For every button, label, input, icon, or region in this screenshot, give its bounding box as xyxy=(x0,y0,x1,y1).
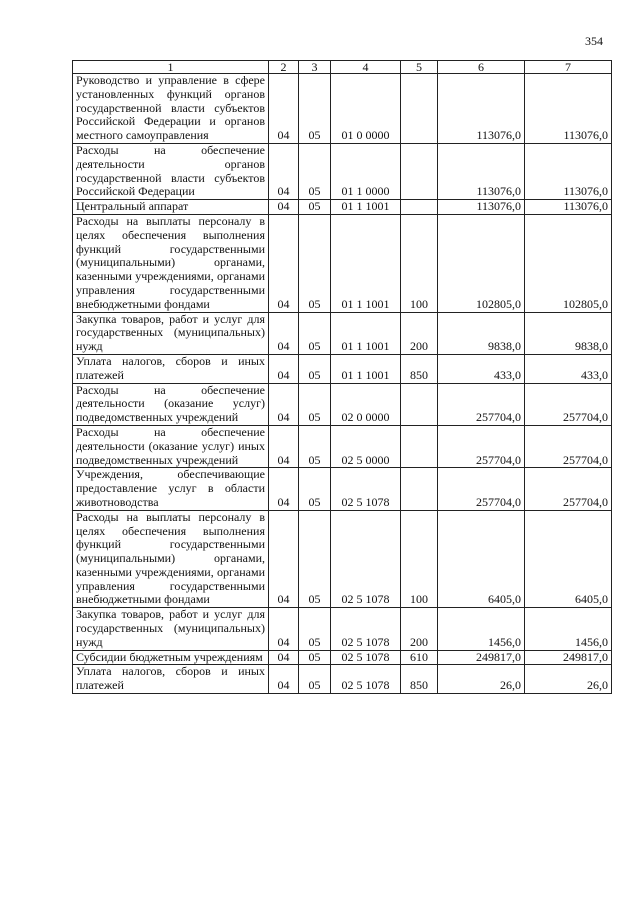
page-number: 354 xyxy=(585,34,603,48)
expense-name-text: Учреждения, обеспечивающие предоставление услуг в области животноводства xyxy=(76,467,265,509)
expense-name-text: Закупка товаров, работ и услуг для государственных (муниципальных) нужд xyxy=(76,311,265,354)
expense-name-cell xyxy=(73,214,269,312)
amount-col7-cell: 113076,0 xyxy=(525,143,612,199)
amount-col6-cell: 113076,0 xyxy=(438,200,525,215)
amount-col7-cell: 102805,0 xyxy=(525,214,612,312)
amount-col6-cell: 9838,0 xyxy=(438,312,525,354)
expense-name-cell xyxy=(73,383,269,425)
expense-type-cell xyxy=(401,200,438,215)
target-article-cell: 02 5 1078 xyxy=(331,650,401,665)
target-article-cell: 01 1 1001 xyxy=(331,200,401,215)
column-number-3: 3 xyxy=(299,61,331,74)
subsection-code-cell: 05 xyxy=(299,143,331,199)
amount-col6-cell: 1456,0 xyxy=(438,608,525,650)
expense-name-text: Расходы на обеспечение деятельности (оказание услуг) иных подведомственных учреждений xyxy=(76,424,265,467)
target-article-cell: 02 5 1078 xyxy=(331,608,401,650)
amount-col6-cell: 113076,0 xyxy=(438,143,525,199)
table-row xyxy=(73,143,612,199)
column-number-2: 2 xyxy=(269,61,299,74)
expense-name-text: Расходы на обеспечение деятельности органов государственной власти субъектов Российской Федерации xyxy=(76,142,265,199)
expense-name-text: Расходы на выплаты персоналу в целях обеспечения выполнения функций государственными (муниципальными) органами, казенными учреждениями, органами управления государственными внебюджетными фондами xyxy=(76,509,265,607)
expense-type-cell: 610 xyxy=(401,650,438,665)
expense-name-text: Расходы на выплаты персоналу в целях обеспечения выполнения функций государственными (муниципальными) органами, казенными учреждениями, органами управления государственными внебюджетными фондами xyxy=(76,213,265,311)
amount-col7-cell: 257704,0 xyxy=(525,468,612,510)
amount-col6-cell: 6405,0 xyxy=(438,510,525,608)
table-row xyxy=(73,468,612,510)
expense-type-cell xyxy=(401,468,438,510)
amount-col7-cell: 26,0 xyxy=(525,665,612,694)
subsection-code-cell: 05 xyxy=(299,608,331,650)
expense-name-text: Закупка товаров, работ и услуг для государственных (муниципальных) нужд xyxy=(76,607,265,649)
amount-col7-cell: 257704,0 xyxy=(525,383,612,425)
table-row xyxy=(73,425,612,467)
target-article-cell: 01 1 0000 xyxy=(331,143,401,199)
expense-name-cell xyxy=(73,425,269,467)
table-row xyxy=(73,200,612,215)
amount-col6-cell: 257704,0 xyxy=(438,383,525,425)
target-article-cell: 01 0 0000 xyxy=(331,74,401,144)
budget-table xyxy=(72,60,612,694)
section-code-cell: 04 xyxy=(269,665,299,694)
target-article-cell: 01 1 1001 xyxy=(331,354,401,383)
column-number-7: 7 xyxy=(525,61,612,74)
expense-type-cell xyxy=(401,143,438,199)
target-article-cell: 01 1 1001 xyxy=(331,214,401,312)
section-code-cell: 04 xyxy=(269,650,299,665)
table-row xyxy=(73,608,612,650)
expense-name-text: Центральный аппарат xyxy=(76,199,189,214)
column-number-1: 1 xyxy=(73,61,269,74)
expense-type-cell: 850 xyxy=(401,354,438,383)
table-row xyxy=(73,312,612,354)
table-row xyxy=(73,510,612,608)
amount-col7-cell: 6405,0 xyxy=(525,510,612,608)
subsection-code-cell: 05 xyxy=(299,214,331,312)
subsection-code-cell: 05 xyxy=(299,510,331,608)
expense-name-cell xyxy=(73,312,269,354)
subsection-code-cell: 05 xyxy=(299,200,331,215)
subsection-code-cell: 05 xyxy=(299,383,331,425)
expense-name-text: Уплата налогов, сборов и иных платежей xyxy=(76,664,265,693)
expense-name-cell xyxy=(73,665,269,694)
amount-col6-cell: 433,0 xyxy=(438,354,525,383)
expense-name-text: Субсидии бюджетным учреждениям xyxy=(76,649,263,664)
column-number-5: 5 xyxy=(401,61,438,74)
expense-name-cell xyxy=(73,650,269,665)
table-row xyxy=(73,74,612,144)
subsection-code-cell: 05 xyxy=(299,312,331,354)
target-article-cell: 02 0 0000 xyxy=(331,383,401,425)
expense-type-cell: 100 xyxy=(401,214,438,312)
amount-col7-cell: 433,0 xyxy=(525,354,612,383)
section-code-cell: 04 xyxy=(269,143,299,199)
amount-col6-cell: 257704,0 xyxy=(438,468,525,510)
target-article-cell: 02 5 1078 xyxy=(331,510,401,608)
section-code-cell: 04 xyxy=(269,510,299,608)
table-row xyxy=(73,650,612,665)
expense-type-cell xyxy=(401,383,438,425)
section-code-cell: 04 xyxy=(269,354,299,383)
subsection-code-cell: 05 xyxy=(299,354,331,383)
expense-name-text: Уплата налогов, сборов и иных платежей xyxy=(76,353,265,382)
table-row xyxy=(73,354,612,383)
section-code-cell: 04 xyxy=(269,608,299,650)
column-number-row xyxy=(73,61,612,74)
subsection-code-cell: 05 xyxy=(299,425,331,467)
expense-name-cell xyxy=(73,74,269,144)
amount-col6-cell: 102805,0 xyxy=(438,214,525,312)
expense-name-text: Руководство и управление в сфере установленных функций органов государственной власти субъектов Российской Федерации и органов местного самоуправления xyxy=(76,73,265,143)
section-code-cell: 04 xyxy=(269,425,299,467)
subsection-code-cell: 05 xyxy=(299,665,331,694)
amount-col7-cell: 249817,0 xyxy=(525,650,612,665)
amount-col6-cell: 249817,0 xyxy=(438,650,525,665)
amount-col7-cell: 257704,0 xyxy=(525,425,612,467)
section-code-cell: 04 xyxy=(269,214,299,312)
expense-type-cell xyxy=(401,425,438,467)
amount-col7-cell: 1456,0 xyxy=(525,608,612,650)
expense-type-cell: 100 xyxy=(401,510,438,608)
column-number-4: 4 xyxy=(331,61,401,74)
amount-col7-cell: 9838,0 xyxy=(525,312,612,354)
section-code-cell: 04 xyxy=(269,200,299,215)
subsection-code-cell: 05 xyxy=(299,650,331,665)
section-code-cell: 04 xyxy=(269,74,299,144)
target-article-cell: 01 1 1001 xyxy=(331,312,401,354)
amount-col6-cell: 257704,0 xyxy=(438,425,525,467)
expense-name-cell xyxy=(73,354,269,383)
subsection-code-cell: 05 xyxy=(299,74,331,144)
expense-type-cell: 200 xyxy=(401,312,438,354)
table-row xyxy=(73,214,612,312)
section-code-cell: 04 xyxy=(269,468,299,510)
expense-name-cell xyxy=(73,468,269,510)
section-code-cell: 04 xyxy=(269,312,299,354)
target-article-cell: 02 5 1078 xyxy=(331,665,401,694)
budget-table-body xyxy=(73,61,612,694)
amount-col7-cell: 113076,0 xyxy=(525,74,612,144)
expense-name-cell xyxy=(73,510,269,608)
expense-name-text: Расходы на обеспечение деятельности (оказание услуг) подведомственных учреждений xyxy=(76,382,265,425)
amount-col6-cell: 26,0 xyxy=(438,665,525,694)
amount-col6-cell: 113076,0 xyxy=(438,74,525,144)
target-article-cell: 02 5 1078 xyxy=(331,468,401,510)
table-row xyxy=(73,665,612,694)
expense-name-cell xyxy=(73,200,269,215)
expense-type-cell xyxy=(401,74,438,144)
target-article-cell: 02 5 0000 xyxy=(331,425,401,467)
expense-type-cell: 200 xyxy=(401,608,438,650)
expense-type-cell: 850 xyxy=(401,665,438,694)
amount-col7-cell: 113076,0 xyxy=(525,200,612,215)
subsection-code-cell: 05 xyxy=(299,468,331,510)
expense-name-cell xyxy=(73,608,269,650)
expense-name-cell xyxy=(73,143,269,199)
table-row xyxy=(73,383,612,425)
section-code-cell: 04 xyxy=(269,383,299,425)
column-number-6: 6 xyxy=(438,61,525,74)
